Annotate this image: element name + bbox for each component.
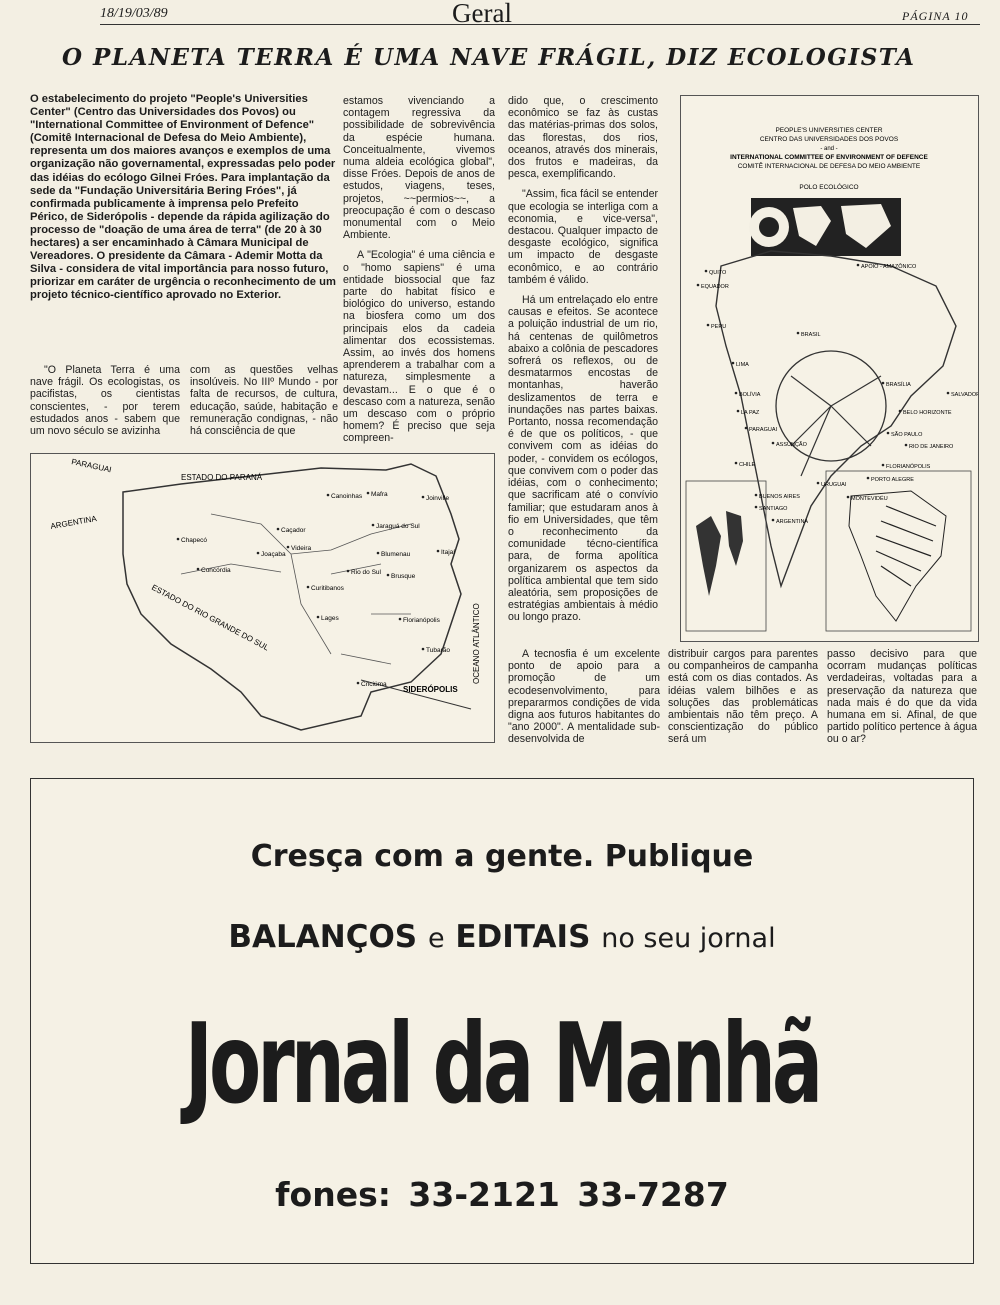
- article-paragraph: A tecnosfia é um excelente ponto de apoio para a promoção de um ecodesenvolvimento, para prepararmos condições de vida digna aos futuros habitantes do "ano 2000". A mentalidade sub-desenvolvida de: [508, 648, 660, 746]
- map-city-marker: [347, 570, 350, 573]
- map-place-marker: [882, 464, 885, 467]
- page-number: PÁGINA 10: [902, 9, 969, 23]
- south-america-map: [680, 95, 979, 642]
- newspaper-brand: Jornal da Manhã: [184, 999, 820, 1129]
- map-place-marker: [697, 284, 700, 287]
- map-city-marker: [257, 552, 260, 555]
- map-city-label: Curitibanos: [311, 585, 344, 592]
- map-city-marker: [357, 682, 360, 685]
- article-column-5b: [827, 648, 977, 754]
- ad-word-e: e: [427, 923, 445, 954]
- map-place-marker: [705, 270, 708, 273]
- map-place-marker: [707, 324, 710, 327]
- map-place-label: SANTIAGO: [759, 506, 788, 512]
- article-column-3: [508, 95, 658, 632]
- issue-date: 18/19/03/89: [100, 6, 168, 21]
- article-column-1a: [30, 364, 180, 445]
- map-place-label: URUGUAI: [821, 482, 847, 488]
- ad-subheadline: [31, 919, 973, 955]
- map-place-marker: [905, 444, 908, 447]
- map-place-label: BRASIL: [801, 332, 821, 338]
- ad-word-balancos: BALANÇOS: [228, 919, 418, 955]
- map-city-marker: [399, 618, 402, 621]
- map-place-marker: [745, 427, 748, 430]
- map-place-marker: [735, 462, 738, 465]
- map-place-label: ARGENTINA: [776, 519, 809, 525]
- map-place-label: LA PAZ: [741, 410, 760, 416]
- org-name-en: PEOPLE'S UNIVERSITIES CENTER: [775, 127, 883, 134]
- map-city-label: Itajaí: [441, 549, 456, 556]
- header-rule: [100, 24, 980, 25]
- map-place-label: SÃO PAULO: [891, 432, 923, 438]
- map-place-marker: [732, 362, 735, 365]
- map-city-marker: [372, 524, 375, 527]
- advertisement: [30, 778, 974, 1264]
- article-column-1b: [190, 364, 338, 445]
- map-city-label: Rio do Sul: [351, 569, 381, 576]
- map-label-oceano: OCEANO ATLÂNTICO: [472, 603, 481, 684]
- map-place-label: BELO HORIZONTE: [903, 410, 952, 416]
- map-city-marker: [422, 496, 425, 499]
- article-paragraph: com as questões velhas insolúveis. No IIIº Mundo - por falta de recursos, de cultura, educação, saúde, habitação e remuneração condignas, - não há consciência de que: [190, 364, 338, 438]
- map-city-marker: [377, 552, 380, 555]
- article-paragraph: passo decisivo para que ocorram mudanças políticas verdadeiras, voltadas para a preservação da natureza que nada mais é do que da vida humana em si. Afinal, de que partido político pertence à água ou o ar?: [827, 648, 977, 746]
- map-city-marker: [317, 616, 320, 619]
- article-column-2: [343, 95, 495, 453]
- map-city-label: Joinville: [426, 495, 450, 502]
- map-place-label: PARAGUAI: [749, 427, 778, 433]
- map-place-marker: [735, 392, 738, 395]
- committee-name-en: INTERNATIONAL COMMITTEE OF ENVIRONMENT OF DEFENCE: [730, 154, 928, 161]
- map-place-label: EQUADOR: [701, 284, 729, 290]
- map-place-marker: [817, 482, 820, 485]
- map-city-label: Criciúma: [361, 681, 387, 688]
- map-place-label: PORTO ALEGRE: [871, 477, 914, 483]
- map-place-label: BUENOS AIRES: [759, 494, 800, 500]
- map-city-marker: [387, 574, 390, 577]
- map-place-marker: [755, 494, 758, 497]
- article-paragraph: "O Planeta Terra é uma nave frágil. Os ecologistas, os pacifistas, os cientistas conscientes, - por terem estudados anos - sabem que um novo século se avizinha: [30, 364, 180, 438]
- map-city-label: Chapecó: [181, 537, 208, 544]
- article-paragraph: Há um entrelaçado elo entre causas e efeitos. Se acontece a poluição industrial de um rio, há centenas de quilômetros abaixo a colônia de pescadores sofrerá os reflexos, ou de desmatarmos encostas de montanhas, haverão deslizamentos de terra e inundações nas partes baixas. Portanto, nossa recomendação é de que os políticos, - que convivem com as idéias do poder, - convidem os ecólogos, que convivem com o poder das idéias, com o conhecimento; que sacrificam até o convívio familiar; que estudaram anos à fio em Universidades, que têm o reconhecimento da comunidade técno-científica para, de forma apolítica organizarem os aspectos da política ambiental que tem sido aleatória, sem proposições de estratégias ambientais à médio ou longo prazo.: [508, 294, 658, 624]
- map-city-marker: [307, 586, 310, 589]
- map-place-marker: [755, 506, 758, 509]
- map-city-marker: [327, 494, 330, 497]
- map-place-label: LIMA: [736, 362, 749, 368]
- map-city-label: Florianópolis: [403, 617, 440, 624]
- map-city-label: Lages: [321, 615, 339, 622]
- map-place-marker: [857, 264, 860, 267]
- map-city-label: Joaçaba: [261, 551, 286, 558]
- org-and: - and -: [820, 146, 838, 152]
- map-place-label: RIO DE JANEIRO: [909, 444, 954, 450]
- map-city-marker: [197, 568, 200, 571]
- map-place-marker: [867, 477, 870, 480]
- map-label-parana: ESTADO DO PARANÁ: [181, 473, 263, 482]
- committee-name-pt: COMITÊ INTERNACIONAL DE DEFESA DO MEIO AMBIENTE: [737, 163, 921, 170]
- ad-word-jornal: no seu jornal: [601, 923, 776, 954]
- ad-headline: Cresça com a gente. Publique: [250, 839, 754, 874]
- map-city-label: Videira: [291, 545, 312, 552]
- map-place-label: APOIO - AMAZÔNICO: [861, 264, 917, 270]
- map-place-label: ASSUNÇÃO: [776, 442, 807, 448]
- map-city-marker: [277, 528, 280, 531]
- santa-catarina-map: [30, 453, 495, 743]
- map-city-label: Blumenau: [381, 551, 411, 558]
- map-place-label: PERU: [711, 324, 727, 330]
- map-place-label: BOLÍVIA: [739, 392, 761, 398]
- map-city-marker: [367, 492, 370, 495]
- article-paragraph: distribuir cargos para parentes ou companheiros de campanha está com os dias contados. As idéias valem bilhões e as soluções das problemáticas ambientais não têm preço. A conscientização do público será um: [668, 648, 818, 746]
- article-lead: O estabelecimento do projeto "People's Universities Center" (Centro das Universidades dos Povos) ou "International Committee of Environment of Defence" (Comitê Internacional de Defesa do Meio Ambiente), representa um dos maiores avanços e exemplos de uma organização não governamental, expressadas pelo poder das idéias do ecólogo Gilnei Fróes. Para implantação da sede da "Fundação Universitária Bering Fróes", já confirmada publicamente à imprensa pelo Prefeito Périco, de Siderópolis - depende da rápida agilização do processo de "doação de uma área de terra" (de 20 à 30 hectares) a ser encaminhado à Câmara Municipal de Vereadores. O presidente da Câmara - Ademir Motta da Silva - considera de vital importância para nosso futuro, priorizar em caráter de urgência o reconhecimento de um projeto técnico-científico aprovado no Exterior.: [30, 93, 336, 302]
- map-label-paraguai: PARAGUAI: [70, 457, 113, 475]
- map-place-marker: [899, 410, 902, 413]
- map-city-label: Tubarão: [426, 647, 450, 654]
- map-place-marker: [772, 519, 775, 522]
- map-label-sideropolis: SIDERÓPOLIS: [403, 685, 458, 694]
- map-place-marker: [797, 332, 800, 335]
- map-place-label: BRASÍLIA: [886, 382, 911, 388]
- polo-label: POLO ECOLÓGICO: [799, 184, 859, 191]
- map-city-label: Canoinhas: [331, 493, 363, 500]
- ad-phones: fones: 33-2121 33-7287: [275, 1175, 729, 1214]
- map-place-marker: [847, 496, 850, 499]
- article-column-4b: [668, 648, 818, 754]
- map-place-label: MONTEVIDÉU: [851, 496, 888, 502]
- article-paragraph: "Assim, fica fácil se entender que ecologia se interliga com a economia, e vice-versa", destacou. Qualquer impacto de desgaste ecológico, significa um impacto de desgaste econômico, e ao contrário também é válido.: [508, 188, 658, 286]
- map-city-label: Mafra: [371, 491, 388, 498]
- map-place-marker: [947, 392, 950, 395]
- article-paragraph: estamos vivenciando a contagem regressiva da possibilidade de sobrevivência da espécie humana. Conceitualmente, vivemos numa aldeia ecológica global", disse Fróes. Depois de anos de estudos, viagens, teses, projetos, ~~permios~~, a preocupação é com o descaso monumental com o Meio Ambiente.: [343, 95, 495, 242]
- map-label-rgs: ESTADO DO RIO GRANDE DO SUL: [150, 582, 271, 653]
- map-city-label: Brusque: [391, 573, 416, 580]
- map-place-label: SALVADOR: [951, 392, 978, 398]
- world-logo: [749, 198, 901, 256]
- map-city-label: Jaraguá do Sul: [376, 523, 420, 530]
- map-place-marker: [737, 410, 740, 413]
- map-city-label: Concórdia: [201, 567, 231, 574]
- map-place-label: FLORIANÓPOLIS: [886, 464, 931, 470]
- map-city-marker: [177, 538, 180, 541]
- ad-word-editais: EDITAIS: [455, 919, 591, 955]
- org-name-pt: CENTRO DAS UNIVERSIDADES DOS POVOS: [759, 136, 899, 143]
- article-paragraph: A "Ecologia" é uma ciência e o "homo sapiens" é uma entidade biossocial que faz parte do habitat físico e biológico do universo, estando na biosfera como um dos principais elos da cadeia alimentar dos ecossistemas. Assim, ao invés dos homens aprenderem a trabalhar com a natureza, simplesmente a devastam... E o que é o descaso com a natureza, senão um descaso com o próprio homem? É preciso que seja compreen-: [343, 249, 495, 445]
- map-label-argentina: ARGENTINA: [49, 514, 98, 531]
- map-place-marker: [887, 432, 890, 435]
- map-place-marker: [882, 382, 885, 385]
- map-place-label: CHILE: [739, 462, 756, 468]
- map-city-marker: [287, 546, 290, 549]
- map-city-marker: [422, 648, 425, 651]
- headline: O PLANETA TERRA É UMA NAVE FRÁGIL, DIZ ECOLOGISTA: [62, 44, 916, 71]
- map-place-label: QUITO: [709, 270, 727, 276]
- map-city-marker: [437, 550, 440, 553]
- article-paragraph: dido que, o crescimento econômico se faz às custas das matérias-primas dos solos, das florestas, dos rios, oceanos, através dos minerais, dos frutos e madeiras, da pesca, exemplificando.: [508, 95, 658, 181]
- section-title: Geral: [452, 0, 512, 28]
- map-city-label: Caçador: [281, 527, 306, 534]
- map-place-marker: [772, 442, 775, 445]
- article-column-3b: [508, 648, 660, 754]
